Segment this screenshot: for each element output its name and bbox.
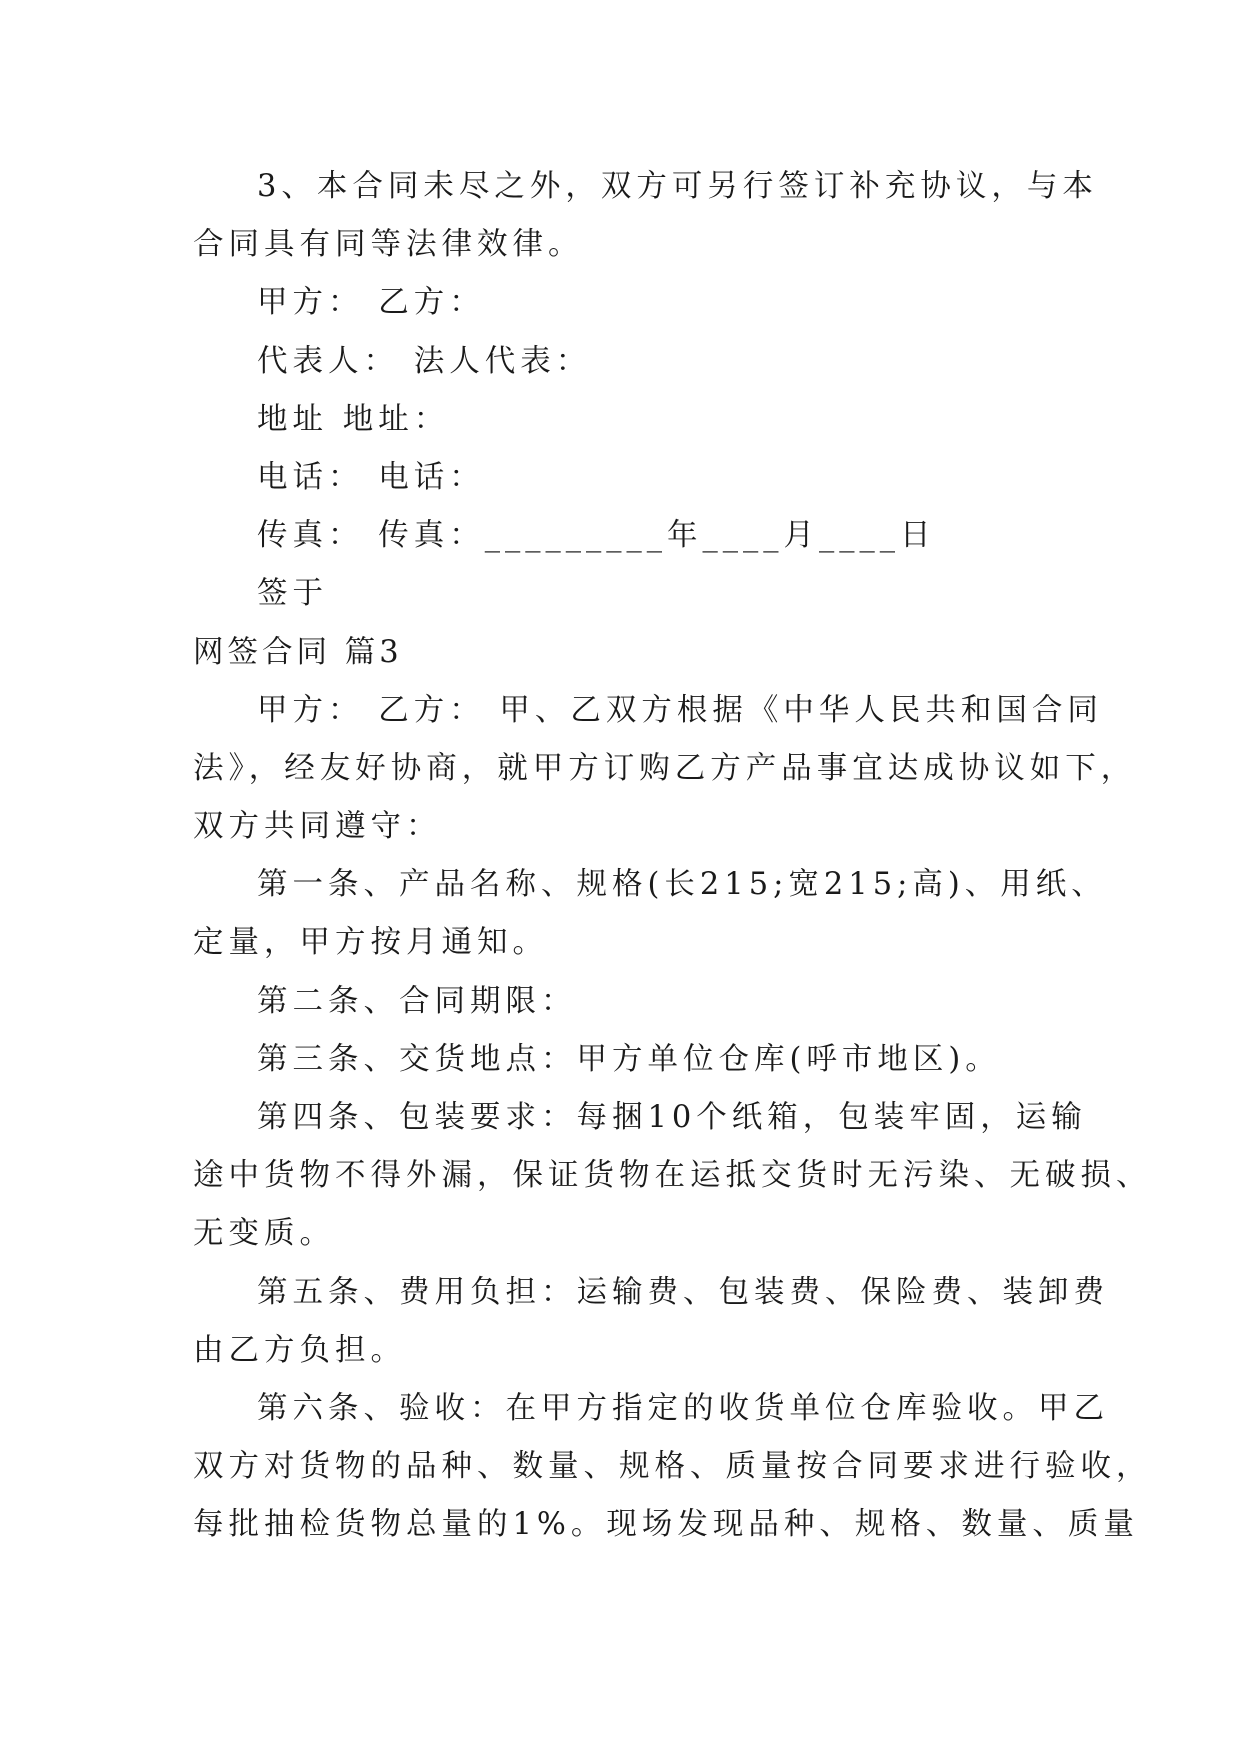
signed-at-line: 签于: [257, 576, 328, 612]
article-line: 第三条、交货地点：甲方单位仓库(呼市地区)。: [257, 1041, 1001, 1077]
article-line: 第五条、费用负担：运输费、包装费、保险费、装卸费: [257, 1274, 1109, 1310]
paragraph-line: 甲方： 乙方： 甲、乙双方根据《中华人民共和国合同: [257, 692, 1103, 728]
signature-party-line: 甲方： 乙方：: [257, 285, 485, 321]
signature-fax-date-line: 传真： 传真：_________年____月____日: [257, 518, 936, 554]
paragraph-line: 双方共同遵守：: [193, 809, 442, 845]
signature-address-line: 地址 地址：: [257, 401, 450, 437]
paragraph-line: 法》，经友好协商，就甲方订购乙方产品事宜达成协议如下，: [193, 750, 1137, 786]
signature-phone-line: 电话： 电话：: [257, 459, 485, 495]
paragraph-line: 途中货物不得外漏，保证货物在运抵交货时无污染、无破损、: [193, 1158, 1152, 1194]
section-title: 网签合同 篇3: [193, 634, 403, 670]
paragraph-line: 合同具有同等法律效律。: [193, 227, 584, 263]
paragraph-line: 无变质。: [193, 1216, 335, 1252]
document-body: [193, 158, 1152, 1555]
paragraph-line: 3、本合同未尽之外，双方可另行签订补充协议，与本: [257, 169, 1098, 204]
signature-representative-line: 代表人： 法人代表：: [257, 343, 592, 379]
paragraph-line: 定量，甲方按月通知。: [193, 925, 548, 961]
paragraph-line: 双方对货物的品种、数量、规格、质量按合同要求进行验收，: [193, 1449, 1152, 1485]
article-line: 第六条、验收：在甲方指定的收货单位仓库验收。甲乙: [257, 1390, 1109, 1426]
paragraph-line: 每批抽检货物总量的1%。现场发现品种、规格、数量、质量: [193, 1507, 1139, 1543]
paragraph-line: 由乙方负担。: [193, 1332, 406, 1368]
article-line: 第二条、合同期限：: [257, 983, 577, 1019]
article-line: 第四条、包装要求：每捆10个纸箱，包装牢固，运输: [257, 1100, 1087, 1135]
article-line: 第一条、产品名称、规格(长215;宽215;高)、用纸、: [257, 867, 1107, 903]
